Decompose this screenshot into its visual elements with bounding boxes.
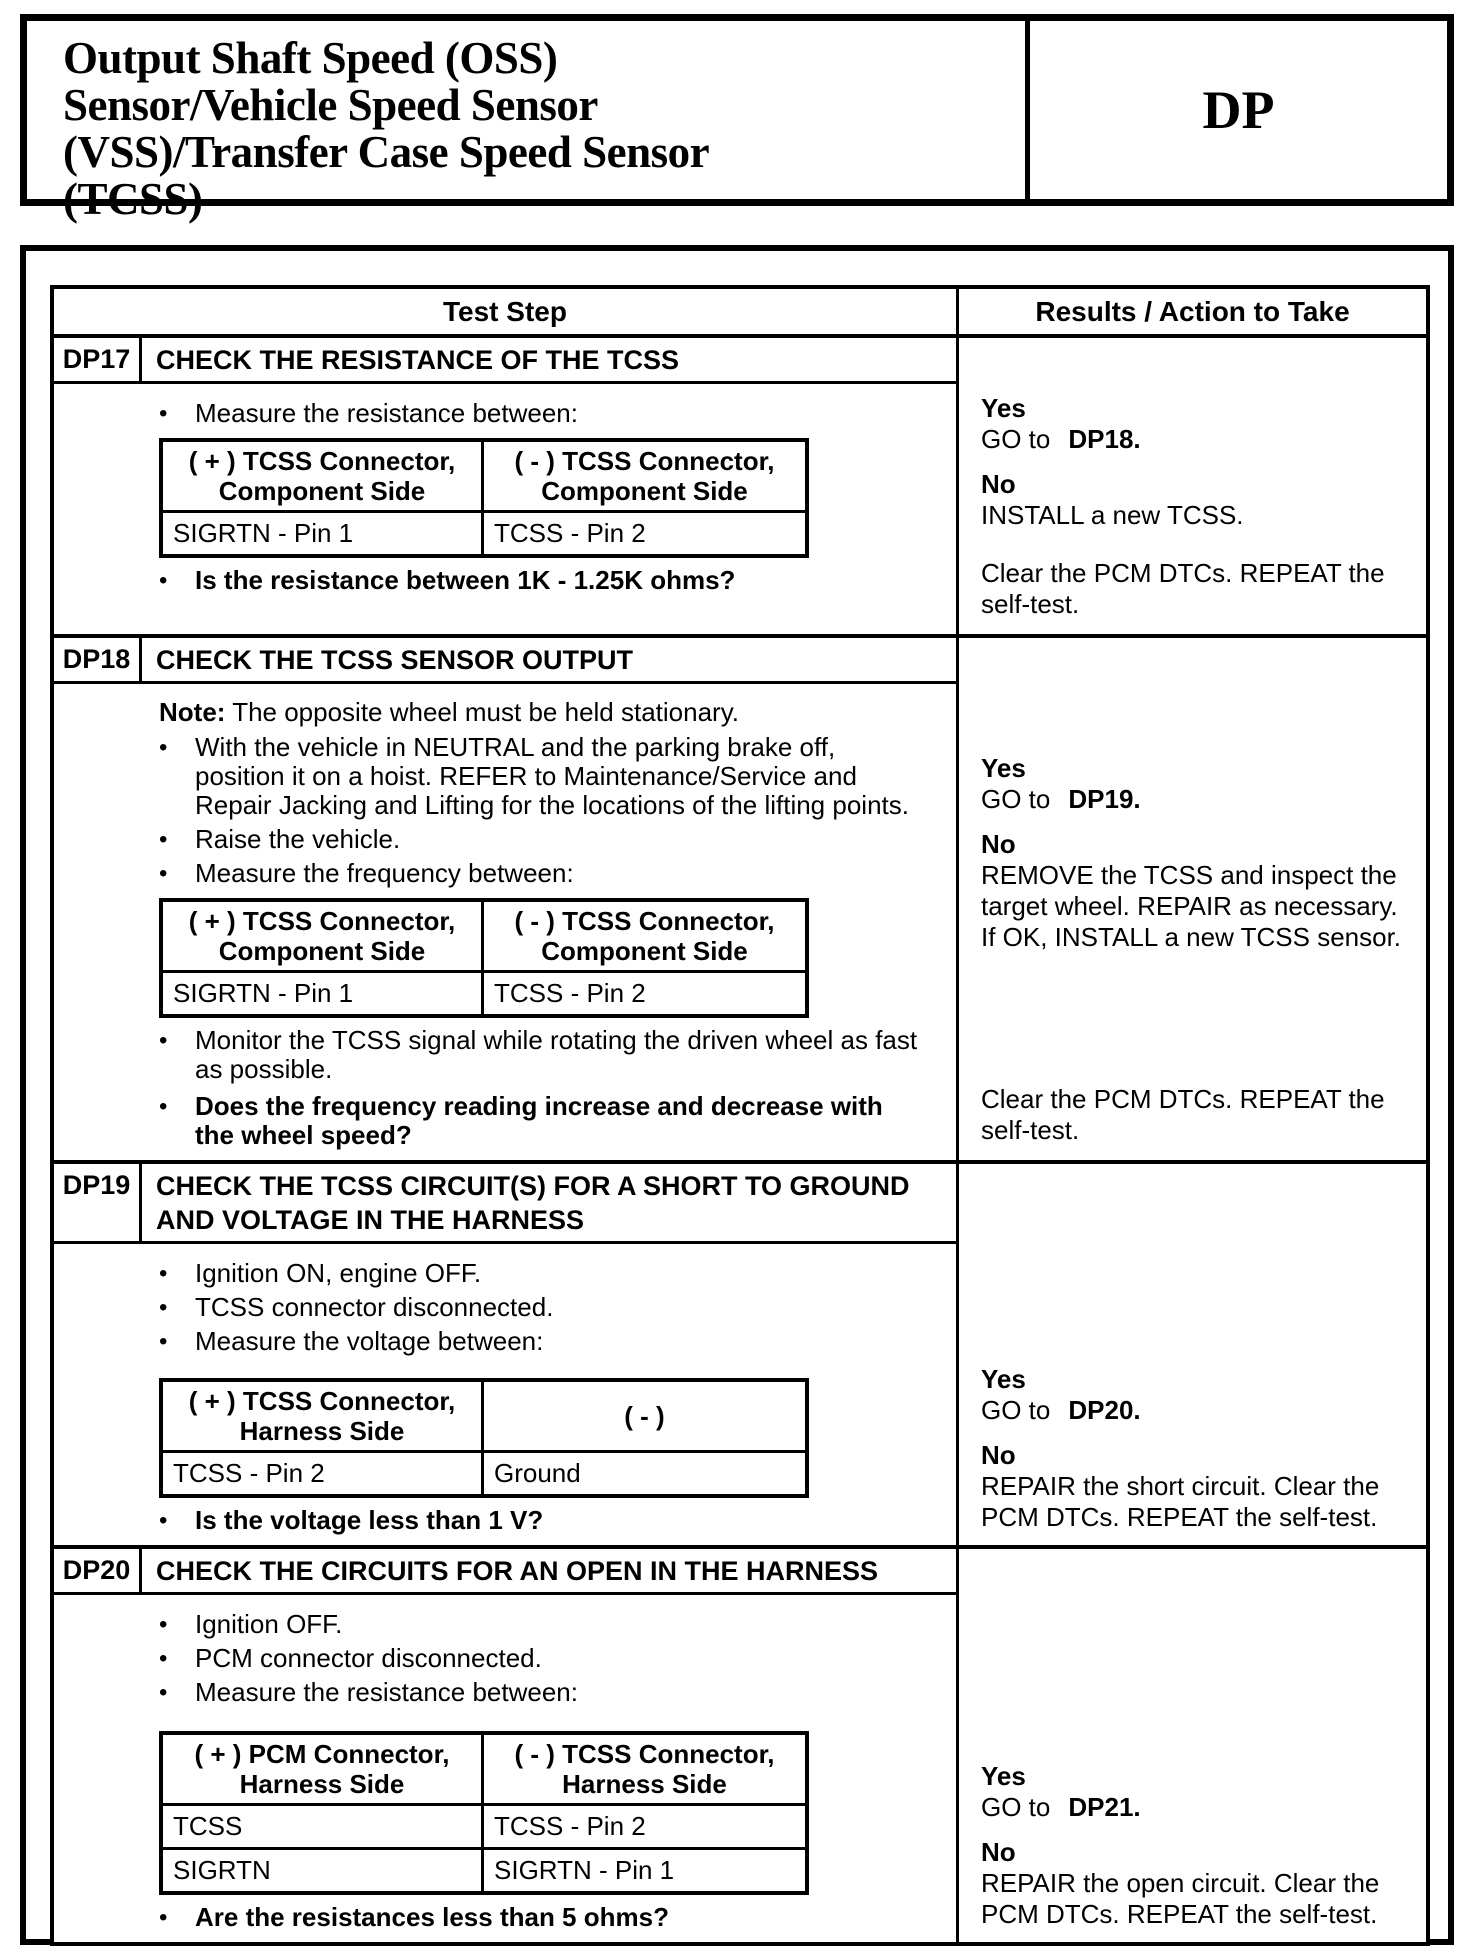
pin-table-header-cell: ( - ) TCSS Connector, Component Side xyxy=(514,446,775,506)
go-to-target: DP21. xyxy=(1068,1792,1141,1822)
step-row-dp18 xyxy=(54,634,1426,1160)
instruction-bullet xyxy=(159,1610,928,1639)
pin-table-cell: TCSS - Pin 2 xyxy=(494,1811,646,1841)
instruction-bullet xyxy=(159,1026,928,1084)
pin-table-row xyxy=(163,513,805,554)
instruction-text: With the vehicle in NEUTRAL and the parking brake off, position it on a hoist. REFER to Maintenance/Service and Repair Jacking and Lifting for the locations of the lifting points. xyxy=(195,732,909,820)
question-text: Does the frequency reading increase and decrease with the wheel speed? xyxy=(195,1091,883,1150)
pin-table xyxy=(159,898,809,1018)
instruction-text: Monitor the TCSS signal while rotating the driven wheel as fast as possible. xyxy=(195,1025,918,1084)
step-id: DP19 xyxy=(54,1164,142,1241)
dp20-title-row xyxy=(54,1549,956,1595)
instruction-text: Measure the voltage between: xyxy=(195,1326,544,1356)
bullet-icon: • xyxy=(159,1294,168,1321)
dp17-body xyxy=(54,384,956,634)
no-action: REMOVE the TCSS and inspect the target wheel. REPAIR as necessary. If OK, INSTALL a new TCSS sensor. xyxy=(981,860,1402,952)
step-row-dp17 xyxy=(54,338,1426,634)
pin-table-header-cell: ( - ) TCSS Connector, Component Side xyxy=(514,906,775,966)
yes-action xyxy=(981,1792,1141,1822)
step-row-dp19 xyxy=(54,1160,1426,1545)
pin-table-cell: TCSS xyxy=(163,1806,484,1847)
instruction-text: TCSS connector disconnected. xyxy=(195,1292,554,1322)
bullet-icon: • xyxy=(159,1328,168,1355)
instruction-bullet xyxy=(159,1259,928,1288)
page-title xyxy=(27,21,1030,224)
yes-action xyxy=(981,784,1141,814)
pin-table-header-cell: ( + ) TCSS Connector, Component Side xyxy=(163,442,484,510)
no-action: REPAIR the short circuit. Clear the PCM DTCs. REPEAT the self-test. xyxy=(981,1471,1380,1532)
step-title: CHECK THE RESISTANCE OF THE TCSS xyxy=(156,345,680,375)
dp19-title-row xyxy=(54,1164,956,1244)
yes-result xyxy=(981,1761,1412,1823)
bullet-icon: • xyxy=(159,1645,168,1672)
bullet-icon: • xyxy=(159,400,168,427)
procedure-table xyxy=(50,285,1430,1946)
pin-table-row xyxy=(163,1806,805,1847)
pin-table-row xyxy=(163,1453,805,1494)
table-header-row xyxy=(54,289,1426,338)
instruction-bullet xyxy=(159,1327,928,1356)
go-to-target: DP20. xyxy=(1068,1395,1141,1425)
pinpoint-test-code: DP xyxy=(1202,80,1275,140)
procedure-frame xyxy=(20,245,1454,1945)
no-action: REPAIR the open circuit. Clear the PCM DTCs. REPEAT the self-test. xyxy=(981,1868,1380,1929)
pin-table-header xyxy=(163,902,805,973)
pin-table-header-cell: ( + ) TCSS Connector, Harness Side xyxy=(163,1382,484,1450)
step-title: CHECK THE CIRCUITS FOR AN OPEN IN THE HARNESS xyxy=(156,1556,879,1586)
question-text: Is the resistance between 1K - 1.25K ohms? xyxy=(195,565,736,595)
step-id: DP20 xyxy=(54,1549,142,1592)
yes-action xyxy=(981,424,1141,454)
dp17-title-row xyxy=(54,338,956,384)
pin-table-header-cell: ( + ) PCM Connector, Harness Side xyxy=(163,1735,484,1803)
step-title: CHECK THE TCSS SENSOR OUTPUT xyxy=(156,645,634,675)
instruction-text: Ignition OFF. xyxy=(195,1609,343,1639)
no-label: No xyxy=(981,829,1016,859)
page-title-line: (VSS)/Transfer Case Speed Sensor xyxy=(63,127,710,177)
go-to-target: DP19. xyxy=(1068,784,1141,814)
pin-table-cell: SIGRTN - Pin 1 xyxy=(163,973,484,1014)
instruction-text: Measure the resistance between: xyxy=(195,398,578,428)
instruction-bullet xyxy=(159,1644,928,1673)
step-id: DP17 xyxy=(54,338,142,381)
go-to-text: GO to xyxy=(981,1395,1051,1425)
go-to-text: GO to xyxy=(981,1792,1051,1822)
note-text: The opposite wheel must be held stationary. xyxy=(225,697,740,727)
pin-table-header xyxy=(163,1735,805,1806)
dp18-test-step-cell xyxy=(54,638,959,1160)
pin-table-cell: SIGRTN - Pin 1 xyxy=(163,513,484,554)
bullet-icon: • xyxy=(159,1904,168,1931)
bullet-icon: • xyxy=(159,734,168,761)
instruction-text: Ignition ON, engine OFF. xyxy=(195,1258,482,1288)
bullet-icon: • xyxy=(159,1093,168,1120)
question-bullet xyxy=(159,1903,928,1932)
page-title-banner xyxy=(20,14,1454,224)
pin-table-cell: SIGRTN xyxy=(163,1850,484,1891)
bullet-icon: • xyxy=(159,1507,168,1534)
yes-label: Yes xyxy=(981,1761,1026,1791)
step-title: CHECK THE TCSS CIRCUIT(S) FOR A SHORT TO GROUND AND VOLTAGE IN THE HARNESS xyxy=(156,1171,910,1235)
pin-table-cell: TCSS - Pin 2 xyxy=(163,1453,484,1494)
yes-label: Yes xyxy=(981,1364,1026,1394)
bullet-icon: • xyxy=(159,1679,168,1706)
col-header-results: Results / Action to Take xyxy=(1035,296,1350,327)
no-label: No xyxy=(981,1837,1016,1867)
dp20-test-step-cell xyxy=(54,1549,959,1942)
bullet-icon: • xyxy=(159,1611,168,1638)
instruction-bullet xyxy=(159,1293,928,1322)
pin-table-header xyxy=(163,442,805,513)
yes-label: Yes xyxy=(981,393,1026,423)
question-bullet xyxy=(159,1092,928,1150)
bullet-icon: • xyxy=(159,860,168,887)
dp18-body xyxy=(54,684,956,1160)
instruction-bullet xyxy=(159,1678,928,1707)
dp17-results-cell xyxy=(959,338,1426,634)
yes-label: Yes xyxy=(981,753,1026,783)
bullet-icon: • xyxy=(159,826,168,853)
result-footer: Clear the PCM DTCs. REPEAT the self-test. xyxy=(981,558,1385,619)
pin-table-cell: TCSS - Pin 2 xyxy=(494,978,646,1008)
col-header-test-step: Test Step xyxy=(54,289,959,334)
no-label: No xyxy=(981,469,1016,499)
bullet-icon: • xyxy=(159,1260,168,1287)
question-text: Are the resistances less than 5 ohms? xyxy=(195,1902,669,1932)
no-result xyxy=(981,1837,1412,1930)
dp18-title-row xyxy=(54,638,956,684)
dp20-body xyxy=(54,1595,956,1942)
question-text: Is the voltage less than 1 V? xyxy=(195,1505,544,1535)
step-row-dp20 xyxy=(54,1545,1426,1942)
instruction-text: Measure the frequency between: xyxy=(195,858,574,888)
pin-table xyxy=(159,1378,809,1498)
dp19-body xyxy=(54,1244,956,1545)
instruction-text: PCM connector disconnected. xyxy=(195,1643,542,1673)
page-title-line: Output Shaft Speed (OSS) xyxy=(63,33,558,83)
pin-table-row xyxy=(163,1847,805,1891)
pin-table-header xyxy=(163,1382,805,1453)
bullet-icon: • xyxy=(159,567,168,594)
page-title-line: Sensor/Vehicle Speed Sensor xyxy=(63,80,598,130)
pin-table-row xyxy=(163,973,805,1014)
no-result xyxy=(981,829,1412,953)
question-bullet xyxy=(159,1506,928,1535)
yes-result xyxy=(981,393,1412,455)
no-result xyxy=(981,469,1412,531)
dp20-results-cell xyxy=(959,1549,1426,1942)
dp19-results-cell xyxy=(959,1164,1426,1545)
note-label: Note: xyxy=(159,697,226,727)
yes-result xyxy=(981,1364,1412,1426)
dp17-test-step-cell xyxy=(54,338,959,634)
bullet-icon: • xyxy=(159,1027,168,1054)
step-id: DP18 xyxy=(54,638,142,681)
instruction-bullet xyxy=(159,825,928,854)
no-result xyxy=(981,1440,1412,1533)
instruction-bullet xyxy=(159,399,928,428)
pin-table-header-cell: ( + ) TCSS Connector, Component Side xyxy=(163,902,484,970)
dp18-results-cell xyxy=(959,638,1426,1160)
page-title-line: (TCSS) xyxy=(63,174,203,224)
instruction-bullet xyxy=(159,859,928,888)
go-to-text: GO to xyxy=(981,784,1051,814)
pin-table-cell: TCSS - Pin 2 xyxy=(494,518,646,548)
yes-result xyxy=(981,753,1412,815)
note-line xyxy=(159,698,928,727)
instruction-bullet xyxy=(159,733,928,820)
yes-action xyxy=(981,1395,1141,1425)
pin-table xyxy=(159,438,809,558)
no-label: No xyxy=(981,1440,1016,1470)
instruction-text: Raise the vehicle. xyxy=(195,824,401,854)
no-action: INSTALL a new TCSS. xyxy=(981,500,1244,530)
go-to-target: DP18. xyxy=(1068,424,1141,454)
result-footer: Clear the PCM DTCs. REPEAT the self-test. xyxy=(981,1084,1385,1145)
pin-table-cell: Ground xyxy=(494,1458,581,1488)
pin-table-header-cell: ( - ) xyxy=(624,1401,665,1431)
pin-table xyxy=(159,1731,809,1895)
instruction-text: Measure the resistance between: xyxy=(195,1677,578,1707)
pin-table-cell: SIGRTN - Pin 1 xyxy=(494,1855,675,1885)
dp19-test-step-cell xyxy=(54,1164,959,1545)
pin-table-header-cell: ( - ) TCSS Connector, Harness Side xyxy=(514,1739,775,1799)
question-bullet xyxy=(159,566,928,595)
go-to-text: GO to xyxy=(981,424,1051,454)
